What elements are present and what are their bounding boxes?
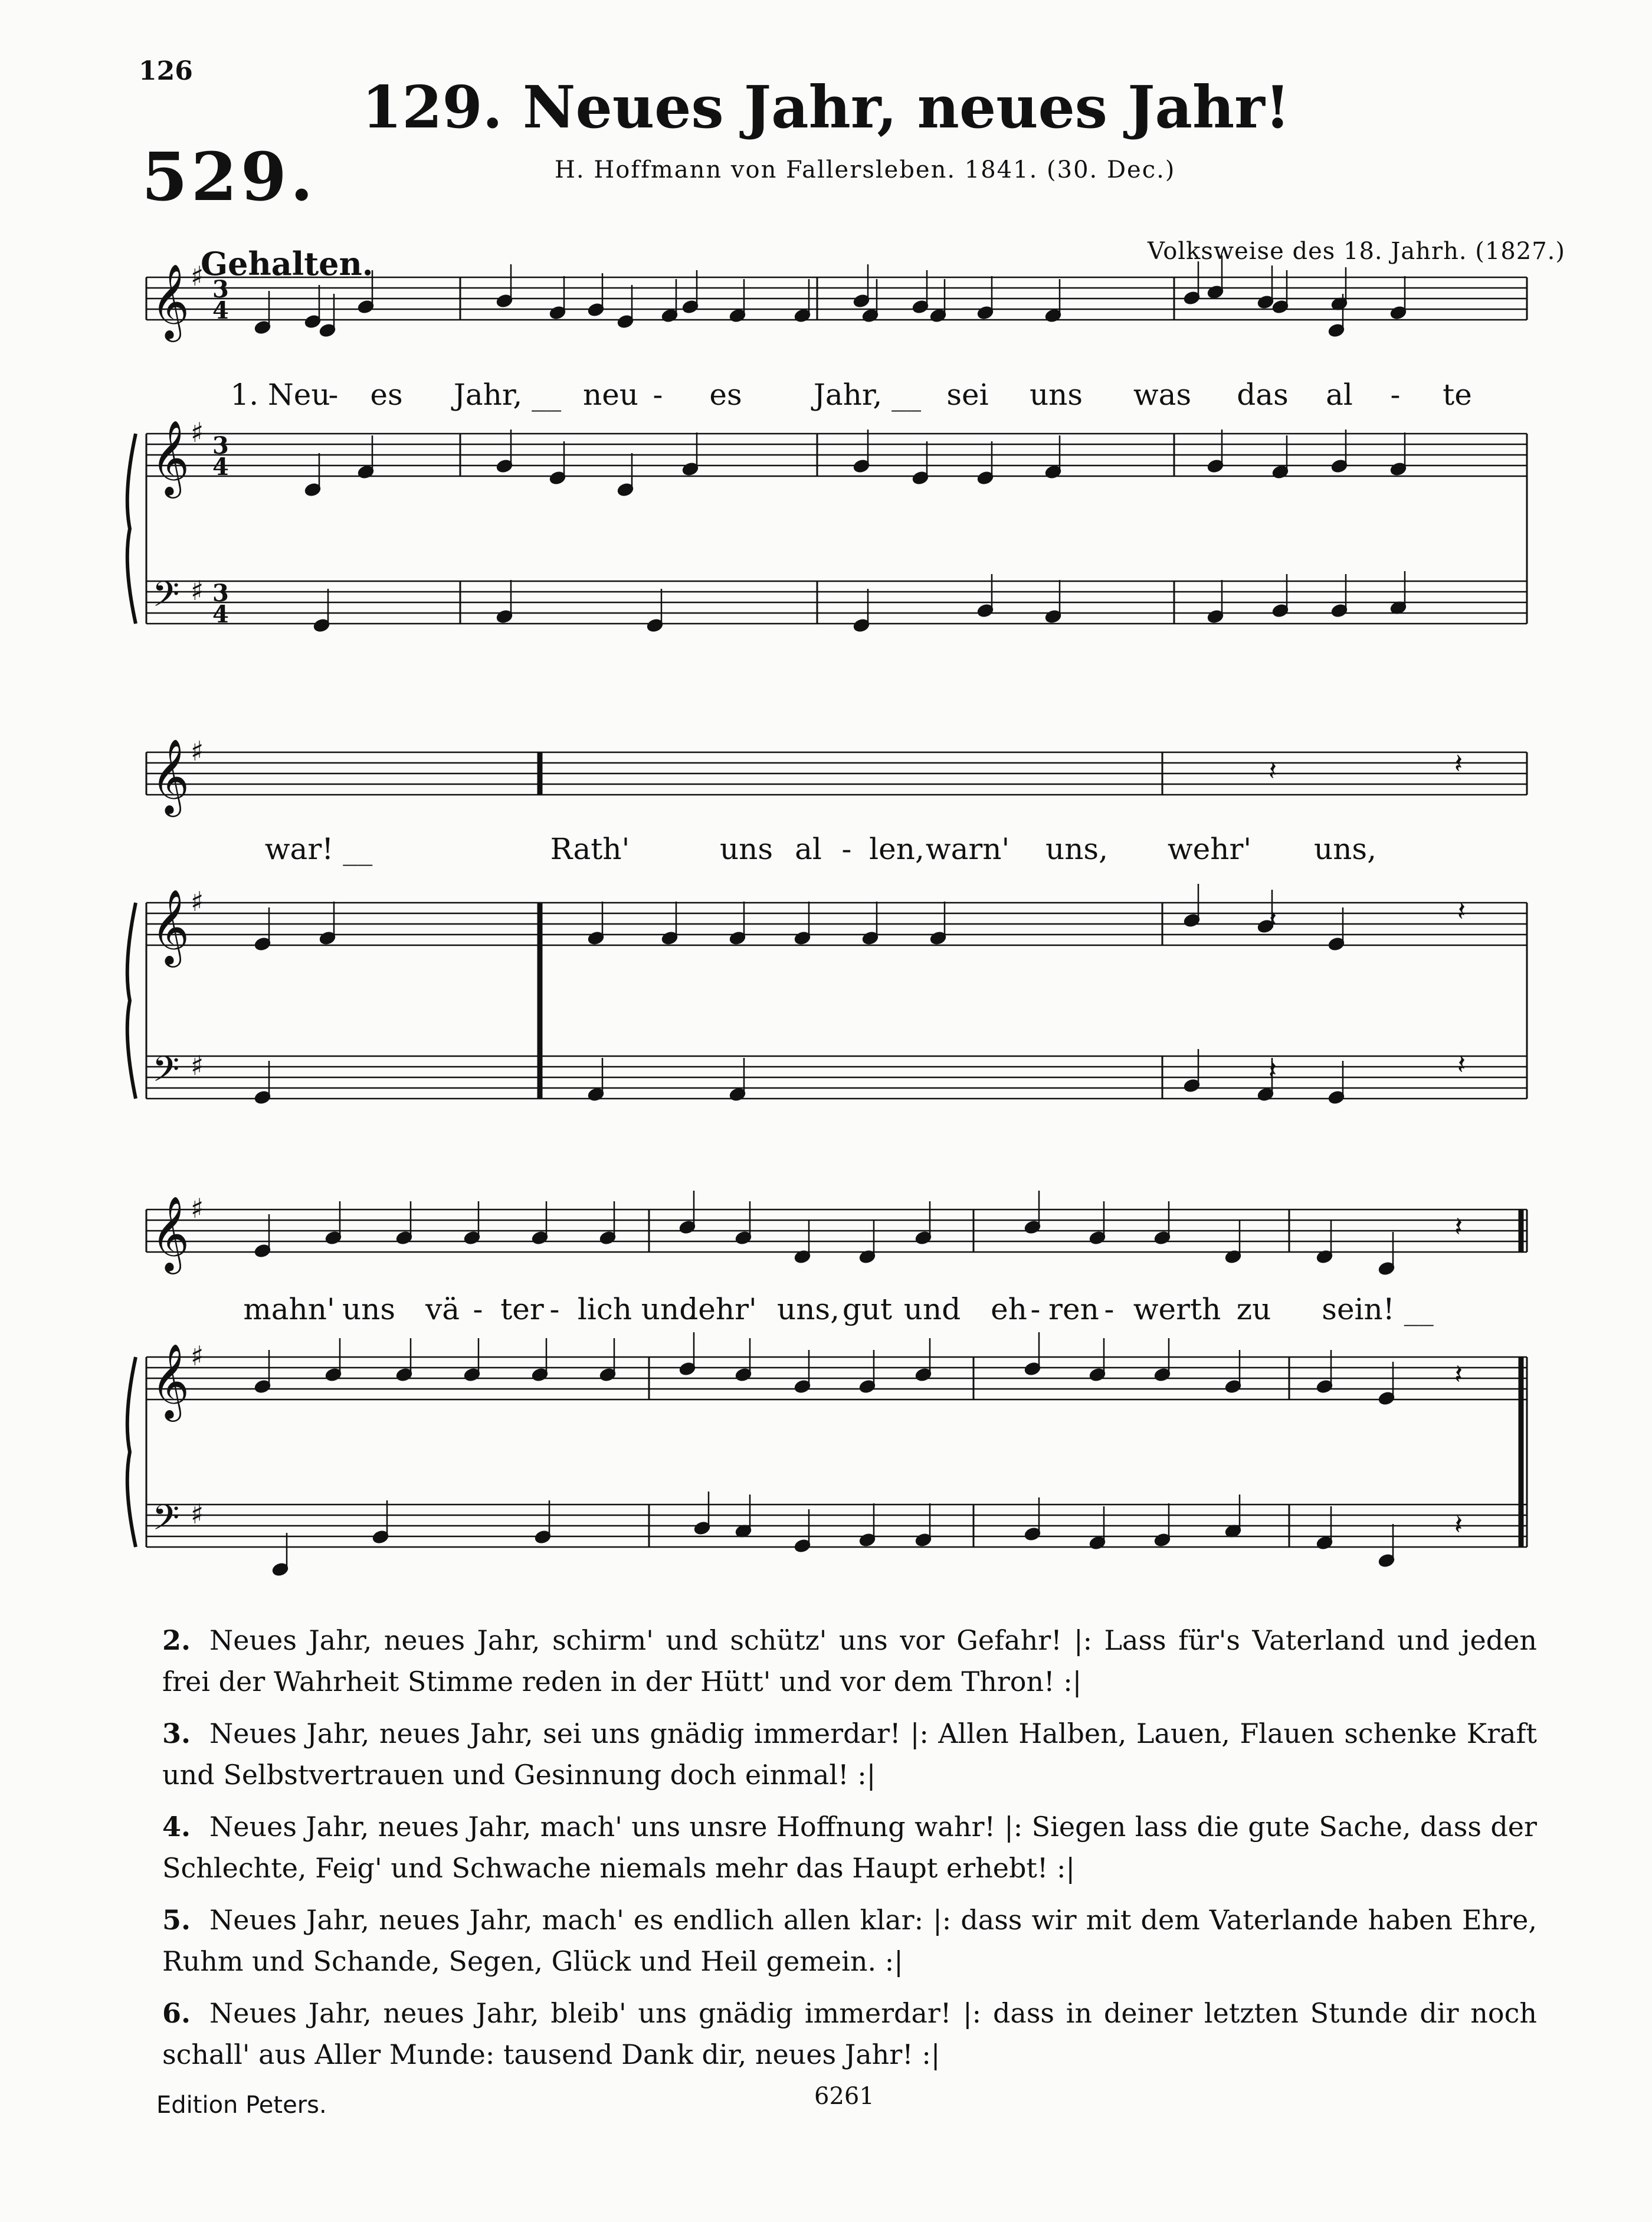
system-2-brace xyxy=(127,903,136,1099)
system-1-time-sig-bass-bottom: 4 xyxy=(212,601,229,628)
lyric-syllable: - xyxy=(653,378,663,412)
system-2-bass-clef-icon: 𝄢 xyxy=(152,1048,180,1098)
verse-6 xyxy=(162,1992,1537,2075)
lyric-syllable: mahn' xyxy=(243,1292,335,1326)
system-3-sharp-icon: ♯ xyxy=(191,1340,204,1372)
rest-icon: 𝄽 xyxy=(1268,1054,1277,1086)
system-2-sharp-icon: ♯ xyxy=(191,886,204,917)
lyric-syllable: vä xyxy=(425,1292,460,1326)
lyric-syllable: uns xyxy=(342,1292,396,1326)
system-2-treble-clef-icon: 𝄞 xyxy=(151,889,190,964)
lyric-syllable: uns, xyxy=(777,1292,840,1326)
verse-text: Neues Jahr, neues Jahr, mach' es endlich allen klar: |: dass wir mit dem Vaterlande haben Ehre, Ruhm und Schande, Segen, Glück und Heil gemein. :| xyxy=(162,1904,1537,1977)
system-3-brace xyxy=(127,1357,136,1547)
system-1-time-sig-voice-top: 3 xyxy=(212,276,229,303)
lyric-syllable: Jahr, __ xyxy=(813,378,922,412)
lyric-syllable: uns, xyxy=(1314,832,1376,866)
verse-text: Neues Jahr, neues Jahr, sei uns gnädig immerdar! |: Allen Halben, Lauen, Flauen schenke Kraft und Selbstvertrauen und Gesinnung doch einmal! :| xyxy=(162,1718,1537,1791)
system-1-brace xyxy=(127,434,136,624)
lyric-syllable: - xyxy=(328,378,339,412)
lyric-syllable: sei xyxy=(946,378,989,412)
lyric-syllable: es xyxy=(709,378,742,412)
lyric-syllable: was xyxy=(1133,378,1192,412)
rest-icon: 𝄽 xyxy=(1454,748,1463,779)
tempo-marking: Gehalten. xyxy=(201,245,373,283)
lyric-syllable: werth xyxy=(1133,1292,1221,1326)
rest-icon: 𝄽 xyxy=(1457,1048,1466,1080)
system-2-sharp-icon: ♯ xyxy=(191,1050,204,1081)
lyric-syllable: gut xyxy=(842,1292,893,1326)
system-1-time-sig-voice-bottom: 4 xyxy=(212,297,229,325)
system-3-treble-clef-icon: 𝄞 xyxy=(151,1343,190,1418)
lyric-syllable: - xyxy=(549,1292,560,1326)
lyric-syllable: wehr' xyxy=(1167,832,1252,866)
lyric-syllable: eh xyxy=(991,1292,1027,1326)
verse-2 xyxy=(162,1620,1537,1702)
lyric-syllable: - xyxy=(1030,1292,1041,1326)
lyric-syllable: ren xyxy=(1048,1292,1099,1326)
lyric-syllable: lehr' xyxy=(689,1292,757,1326)
lyric-syllable: uns xyxy=(1029,378,1083,412)
system-3-treble-clef-icon: 𝄞 xyxy=(151,1195,190,1271)
rest-icon: 𝄽 xyxy=(1268,904,1277,936)
verse-5 xyxy=(162,1899,1537,1982)
system-3-sharp-icon: ♯ xyxy=(191,1498,204,1530)
lyric-syllable: Rath' xyxy=(550,832,630,866)
author-line: H. Hoffmann von Fallersleben. 1841. (30. Dec.) xyxy=(555,156,1176,183)
lyric-syllable: uns, xyxy=(1045,832,1108,866)
plate-number: 6261 xyxy=(814,2083,874,2110)
verse-text: Neues Jahr, neues Jahr, schirm' und schütz' uns vor Gefahr! |: Lass für's Vaterland und jeden frei der Wahrheit Stimme reden in der Hütt' und vor dem Thron! :| xyxy=(162,1624,1537,1697)
system-1-treble-clef-icon: 𝄞 xyxy=(151,420,190,495)
system-1-bass-clef-icon: 𝄢 xyxy=(152,573,180,623)
verse-text: Neues Jahr, neues Jahr, mach' uns unsre Hoffnung wahr! |: Siegen lass die gute Sache, dass der Schlechte, Feig' und Schwache niemals mehr das Haupt erhebt! :| xyxy=(162,1811,1537,1884)
publisher-imprint: Edition Peters. xyxy=(156,2092,327,2119)
verse-number: 2. xyxy=(162,1624,191,1656)
system-3-bass-clef-icon: 𝄢 xyxy=(152,1497,180,1546)
page-number: 126 xyxy=(139,56,193,86)
verse-3 xyxy=(162,1713,1537,1795)
lyric-syllable: - xyxy=(1390,378,1401,412)
verse-number: 6. xyxy=(162,1997,191,2029)
lyric-syllable: das xyxy=(1237,378,1289,412)
rest-icon: 𝄽 xyxy=(1454,1358,1463,1390)
lyric-syllable: und xyxy=(903,1292,961,1326)
rest-icon: 𝄽 xyxy=(1457,895,1466,927)
rest-icon: 𝄽 xyxy=(1268,755,1277,786)
system-1-time-sig-treble-top: 3 xyxy=(212,432,229,460)
song-title: 129. Neues Jahr, neues Jahr! xyxy=(362,74,1290,142)
verse-number: 3. xyxy=(162,1718,191,1749)
system-1-treble-clef-icon: 𝄞 xyxy=(151,263,190,339)
lyric-syllable: Jahr, __ xyxy=(453,378,562,412)
system-1-time-sig-treble-bottom: 4 xyxy=(212,453,229,481)
system-2-sharp-icon: ♯ xyxy=(191,735,204,767)
lyric-syllable: al xyxy=(1326,378,1353,412)
additional-verses xyxy=(162,1620,1537,2086)
lyric-syllable: te xyxy=(1443,378,1472,412)
melody-source: Volksweise des 18. Jahrh. (1827.) xyxy=(1148,238,1565,265)
lyric-syllable: warn' xyxy=(925,832,1010,866)
lyric-syllable: al xyxy=(795,832,822,866)
lyric-syllable: 1. Neu xyxy=(230,378,330,412)
verse-number: 5. xyxy=(162,1904,191,1936)
lyric-syllable: uns xyxy=(719,832,773,866)
lyric-syllable: - xyxy=(473,1292,483,1326)
system-2-treble-clef-icon: 𝄞 xyxy=(151,738,190,814)
system-1-sharp-icon: ♯ xyxy=(191,575,204,607)
system-3-sharp-icon: ♯ xyxy=(191,1192,204,1224)
verse-text: Neues Jahr, neues Jahr, bleib' uns gnädig immerdar! |: dass in deiner letzten Stunde dir noch schall' aus Aller Munde: tausend Dank dir, neues Jahr! :| xyxy=(162,1997,1537,2070)
verse-number: 4. xyxy=(162,1811,191,1843)
rest-icon: 𝄽 xyxy=(1454,1509,1463,1541)
hymn-number: 529. xyxy=(142,139,317,216)
lyric-syllable: sein! __ xyxy=(1322,1292,1434,1326)
lyric-syllable: - xyxy=(1104,1292,1115,1326)
lyric-syllable: zu xyxy=(1236,1292,1271,1326)
system-1-sharp-icon: ♯ xyxy=(191,260,204,292)
lyric-syllable: lich xyxy=(577,1292,632,1326)
lyric-syllable: neu xyxy=(583,378,638,412)
lyric-syllable: war! __ xyxy=(264,832,373,866)
lyric-syllable: ter xyxy=(500,1292,544,1326)
system-1-sharp-icon: ♯ xyxy=(191,417,204,448)
lyric-syllable: len, xyxy=(869,832,925,866)
lyric-syllable: es xyxy=(370,378,403,412)
rest-icon: 𝄽 xyxy=(1454,1211,1463,1243)
lyric-syllable: und xyxy=(641,1292,699,1326)
verse-4 xyxy=(162,1806,1537,1889)
lyric-syllable: - xyxy=(841,832,852,866)
system-1-time-sig-bass-top: 3 xyxy=(212,579,229,607)
